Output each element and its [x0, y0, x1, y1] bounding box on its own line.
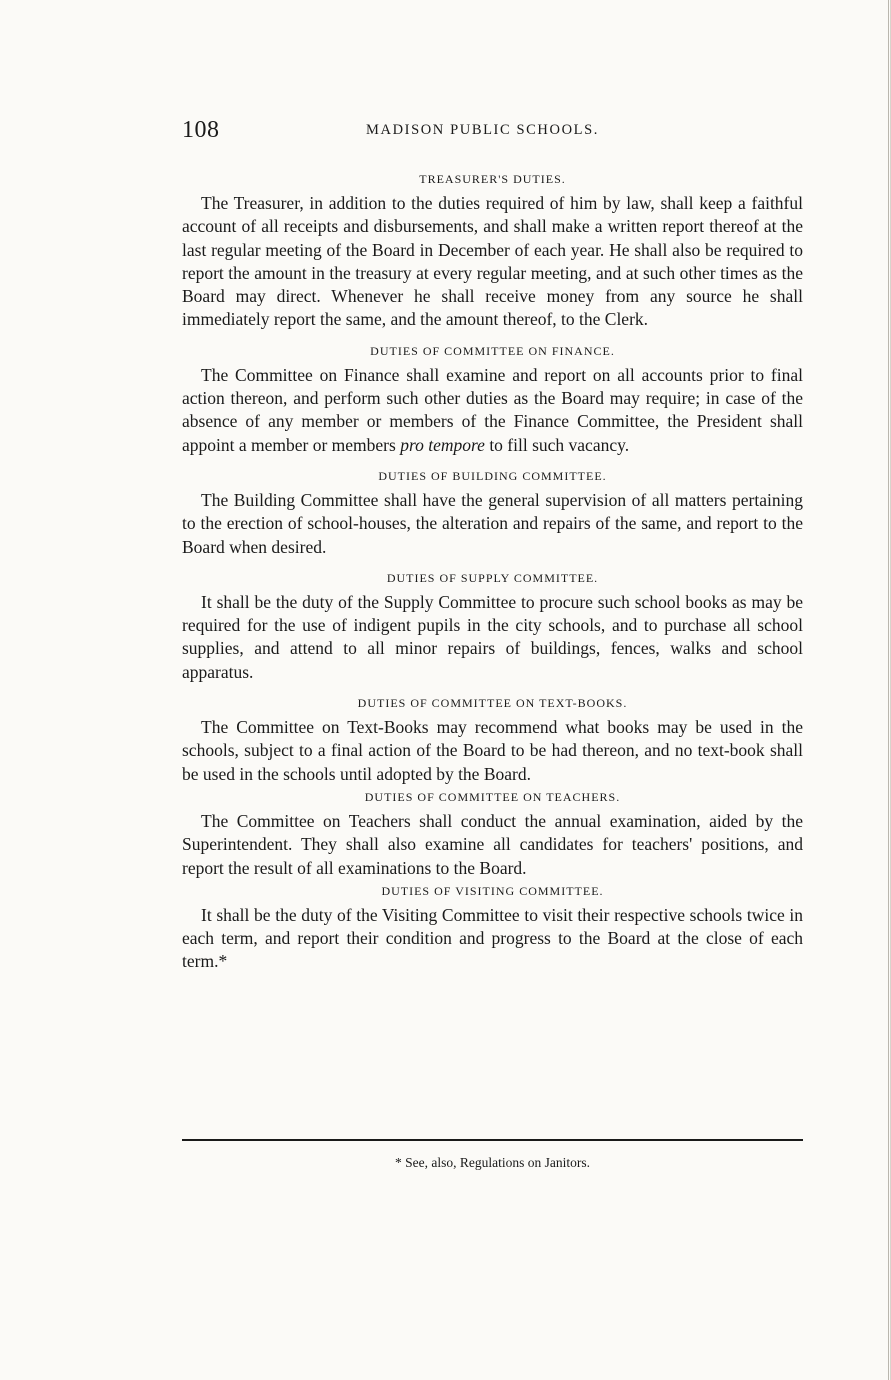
paragraph-italic-text: pro tempore [400, 434, 485, 455]
section-visiting [182, 882, 803, 974]
section-teachers [182, 788, 803, 880]
section-heading: DUTIES OF COMMITTEE ON TEACHERS. [364, 789, 621, 804]
section-paragraph: It shall be the duty of the Supply Committee to procure such school books as may be required for the use of indigent pupils in the city schools, and to purchase all school supplies, and attend to all minor repairs of buildings, fences, walks and school apparatus. [182, 591, 803, 682]
page-number: 108 [182, 117, 220, 143]
section-paragraph: The Treasurer, in addition to the duties required of him by law, shall keep a faithful account of all receipts and disbursements, and shall make a written report thereof at the last regular meeting of the Board in December of each year. He shall also be required to report the amount in the treasury at every regular meeting, and at such other times as the Board may direct. Whenever he shall receive money from any source he shall immediately report the same, and the amount thereof, to the Clerk. [182, 193, 803, 330]
paragraph-text: The Committee on Finance shall examine and report on all accounts prior to final action thereon, and perform such other duties as the Board may require; in case of the absence of any member or members of the Finance Committee, the President shall appoint a member or members [182, 364, 803, 455]
section-heading: DUTIES OF VISITING COMMITTEE. [381, 883, 604, 898]
running-head: MADISON PUBLIC SCHOOLS. [366, 122, 599, 138]
section-heading: DUTIES OF SUPPLY COMMITTEE. [386, 570, 599, 585]
section-paragraph: The Building Committee shall have the general supervision of all matters pertaining to the erection of school-houses, the alteration and repairs of the same, and report to the Board when desired. [182, 489, 803, 557]
section-paragraph: The Committee on Teachers shall conduct the annual examination, aided by the Superintendent. They shall also examine all candidates for teachers' positions, and report the result of all examinations to the Board. [182, 810, 803, 878]
section-supply [182, 569, 803, 684]
section-paragraph: The Committee on Text-Books may recommend what books may be used in the schools, subject to a final action of the Board to be had thereon, and no text-book shall be used in the schools until adopted by the Board. [182, 717, 803, 784]
section-heading: TREASURER'S DUTIES. [419, 172, 566, 186]
page-edge-line [888, 0, 889, 1380]
section-finance [182, 342, 803, 457]
section-building [182, 467, 803, 559]
paragraph-text: to fill such vacancy. [484, 434, 630, 455]
footnote-rule [182, 1139, 803, 1141]
section-heading: DUTIES OF BUILDING COMMITTEE. [378, 468, 607, 483]
section-heading: DUTIES OF COMMITTEE ON FINANCE. [370, 343, 615, 358]
section-text-books [182, 694, 803, 786]
section-paragraph [182, 364, 803, 457]
section-heading: DUTIES OF COMMITTEE ON TEXT-BOOKS. [357, 696, 628, 711]
page-body [182, 170, 803, 984]
footnote: * See, also, Regulations on Janitors. [395, 1155, 590, 1170]
section-paragraph: It shall be the duty of the Visiting Committee to visit their respective schools twice in each term, and report their condition and progress to the Board at the close of each term.* [182, 904, 803, 972]
section-treasurer [182, 170, 803, 332]
